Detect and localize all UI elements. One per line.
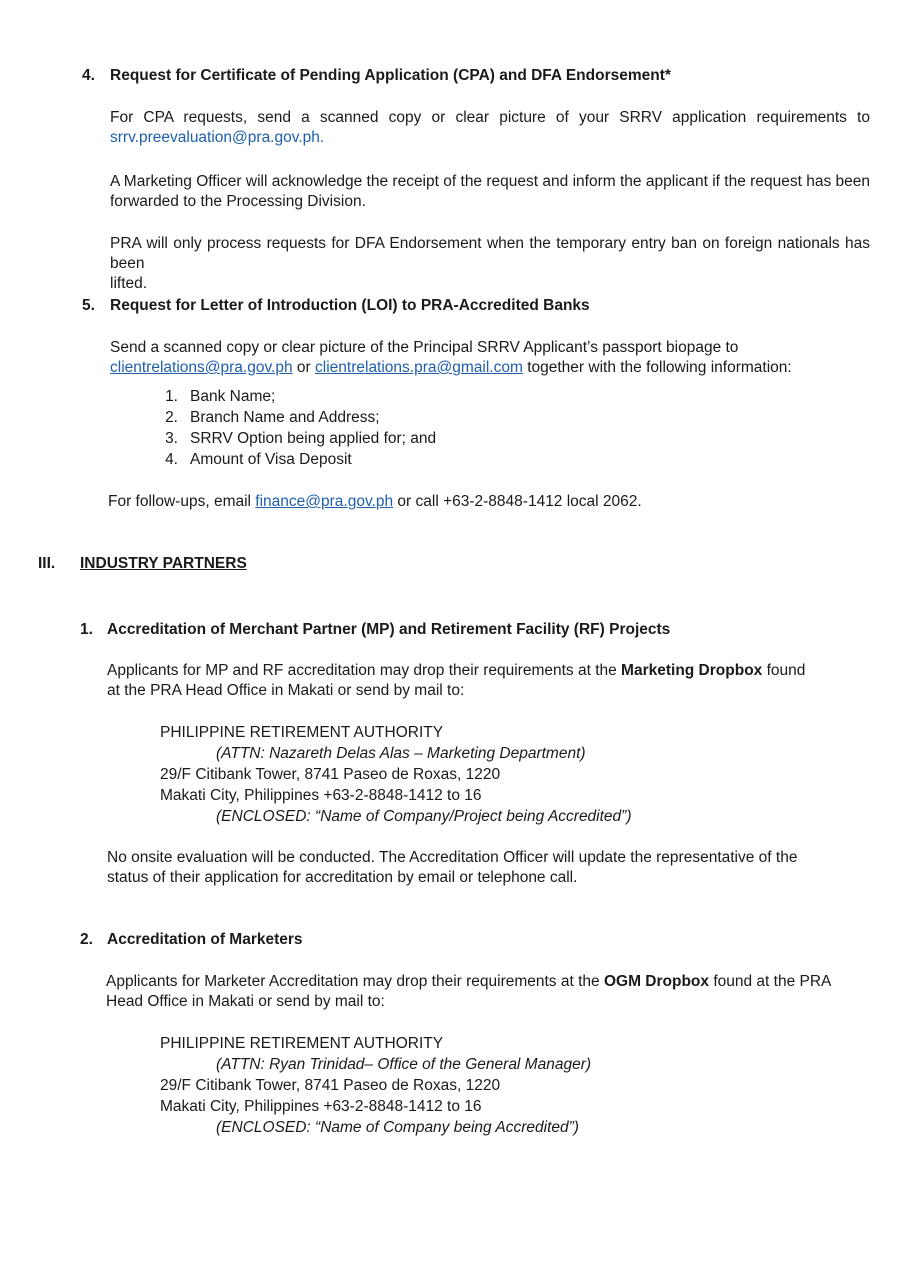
list-item-text: Bank Name; <box>190 388 276 405</box>
paragraph-mp-rf-line2: at the PRA Head Office in Makati or send by mail to: <box>107 682 465 699</box>
email-link-clientrelations[interactable]: clientrelations@pra.gov.ph <box>110 359 293 376</box>
address-line: Makati City, Philippines +63-2-8848-1412 to 16 <box>160 1098 482 1115</box>
address-line: Makati City, Philippines +63-2-8848-1412 to 16 <box>160 787 482 804</box>
email-link-preevaluation[interactable]: srrv.preevaluation@pra.gov.ph. <box>110 129 325 146</box>
section-title-industry-partners: INDUSTRY PARTNERS <box>80 555 247 572</box>
list-item-number: 4. <box>165 451 178 468</box>
paragraph-marketers-line1 <box>106 972 846 992</box>
paragraph-marketing-officer <box>110 172 870 212</box>
heading-mp-rf: Accreditation of Merchant Partner (MP) and Retirement Facility (RF) Projects <box>107 621 671 638</box>
paragraph-dfa-line2: lifted. <box>110 275 148 292</box>
heading-loi: Request for Letter of Introduction (LOI) to PRA-Accredited Banks <box>110 297 590 314</box>
paragraph-loi <box>110 338 870 378</box>
paragraph-mp-rf <box>107 661 807 701</box>
list-item-text: SRRV Option being applied for; and <box>190 430 437 447</box>
item-number-4: 4. <box>82 67 95 84</box>
address-attn: (ATTN: Ryan Trinidad– Office of the General Manager) <box>216 1056 592 1073</box>
email-link-clientrelations-gmail[interactable]: clientrelations.pra@gmail.com <box>315 359 523 376</box>
paragraph-dfa-line1: PRA will only process requests for DFA Endorsement when the temporary entry ban on foreign nationals has been <box>110 235 870 272</box>
paragraph-marketers <box>106 972 846 1012</box>
email-link-finance[interactable]: finance@pra.gov.ph <box>255 493 394 510</box>
paragraph-no-onsite-line2: status of their application for accreditation by email or telephone call. <box>107 869 578 886</box>
text-post: found at the PRA <box>709 973 832 990</box>
paragraph-marketers-line2: Head Office in Makati or send by mail to: <box>106 993 385 1010</box>
address-line: PHILIPPINE RETIREMENT AUTHORITY <box>160 1035 444 1052</box>
item-number-2: 2. <box>80 931 93 948</box>
paragraph-mp-rf-line1 <box>107 661 807 681</box>
list-item-text: Amount of Visa Deposit <box>190 451 352 468</box>
paragraph-loi-line2 <box>110 358 870 378</box>
text-together: together with the following information: <box>527 359 792 376</box>
address-attn: (ATTN: Nazareth Delas Alas – Marketing Department) <box>216 745 586 762</box>
item-number-5: 5. <box>82 297 95 314</box>
heading-marketers: Accreditation of Marketers <box>107 931 303 948</box>
address-line: 29/F Citibank Tower, 8741 Paseo de Roxas, 1220 <box>160 766 501 783</box>
section-number-iii: III. <box>38 555 56 572</box>
list-item-text: Branch Name and Address; <box>190 409 380 426</box>
text-pre: Applicants for MP and RF accreditation may drop their requirements at the <box>107 662 622 679</box>
text-pre: Applicants for Marketer Accreditation may drop their requirements at the <box>106 973 604 990</box>
paragraph-followups <box>108 492 642 512</box>
address-line: 29/F Citibank Tower, 8741 Paseo de Roxas, 1220 <box>160 1077 501 1094</box>
address-enclosed: (ENCLOSED: “Name of Company/Project being Accredited”) <box>216 808 632 825</box>
list-item-number: 3. <box>165 430 178 447</box>
list-item-number: 1. <box>165 388 178 405</box>
paragraph-cpa-line1: For CPA requests, send a scanned copy or clear picture of your SRRV application requirements to <box>110 109 870 126</box>
mailing-address-marketers <box>160 1033 591 1138</box>
paragraph-no-onsite <box>107 848 807 888</box>
text-followup-post: or call +63-2-8848-1412 local 2062. <box>393 493 642 510</box>
list-item-number: 2. <box>165 409 178 426</box>
address-line: PHILIPPINE RETIREMENT AUTHORITY <box>160 724 444 741</box>
text-post: found <box>762 662 806 679</box>
text-bold-dropbox: OGM Dropbox <box>603 973 710 990</box>
paragraph-cpa-requests <box>110 108 870 148</box>
paragraph-mo-line1: A Marketing Officer will acknowledge the receipt of the request and inform the applicant if the request has been <box>110 173 870 190</box>
mailing-address-mp-rf <box>160 722 632 827</box>
heading-cpa-dfa: Request for Certificate of Pending Application (CPA) and DFA Endorsement* <box>110 67 671 84</box>
address-enclosed: (ENCLOSED: “Name of Company being Accredited”) <box>216 1119 579 1136</box>
text-bold-dropbox: Marketing Dropbox <box>621 662 763 679</box>
paragraph-no-onsite-line1: No onsite evaluation will be conducted. The Accreditation Officer will update the representative of the <box>107 849 798 866</box>
item-number-1: 1. <box>80 621 93 638</box>
paragraph-loi-line1: Send a scanned copy or clear picture of the Principal SRRV Applicant’s passport biopage to <box>110 339 739 356</box>
text-or: or <box>296 359 311 376</box>
text-followup-pre: For follow-ups, email <box>108 493 256 510</box>
paragraph-mo-line2: forwarded to the Processing Division. <box>110 193 366 210</box>
paragraph-dfa-endorsement <box>110 234 870 294</box>
